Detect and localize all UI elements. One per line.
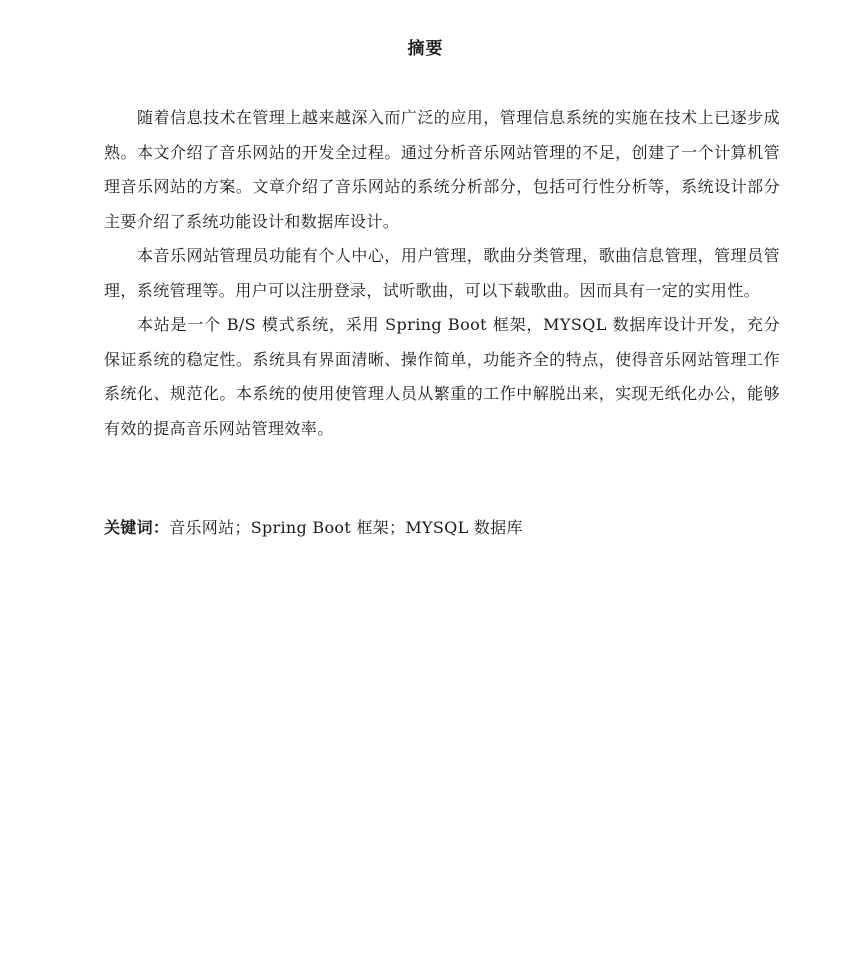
abstract-title: 摘要 — [407, 39, 444, 59]
keywords-line — [104, 514, 780, 542]
abstract-paragraph-1: 随着信息技术在管理上越来越深入而广泛的应用，管理信息系统的实施在技术上已逐步成熟。本文介绍了音乐网站的开发全过程。通过分析音乐网站管理的不足，创建了一个计算机管理音乐网站的方案。文章介绍了音乐网站的系统分析部分，包括可行性分析等，系统设计部分主要介绍了系统功能设计和数据库设计。 — [104, 108, 780, 231]
keywords-text: 音乐网站；Spring Boot 框架；MYSQL 数据库 — [169, 518, 523, 537]
abstract-paragraph-2: 本音乐网站管理员功能有个人中心，用户管理，歌曲分类管理，歌曲信息管理，管理员管理，系统管理等。用户可以注册登录，试听歌曲，可以下载歌曲。因而具有一定的实用性。 — [104, 246, 780, 300]
abstract-paragraph-3: 本站是一个 B/S 模式系统，采用 Spring Boot 框架，MYSQL 数据库设计开发，充分保证系统的稳定性。系统具有界面清晰、操作简单，功能齐全的特点，使得音乐网站管理工作系统化、规范化。本系统的使用使管理人员从繁重的工作中解脱出来，实现无纸化办公，能够有效的提高音乐网站管理效率。 — [104, 315, 780, 438]
abstract-body — [104, 101, 780, 446]
keywords-label: 关键词： — [104, 518, 170, 537]
